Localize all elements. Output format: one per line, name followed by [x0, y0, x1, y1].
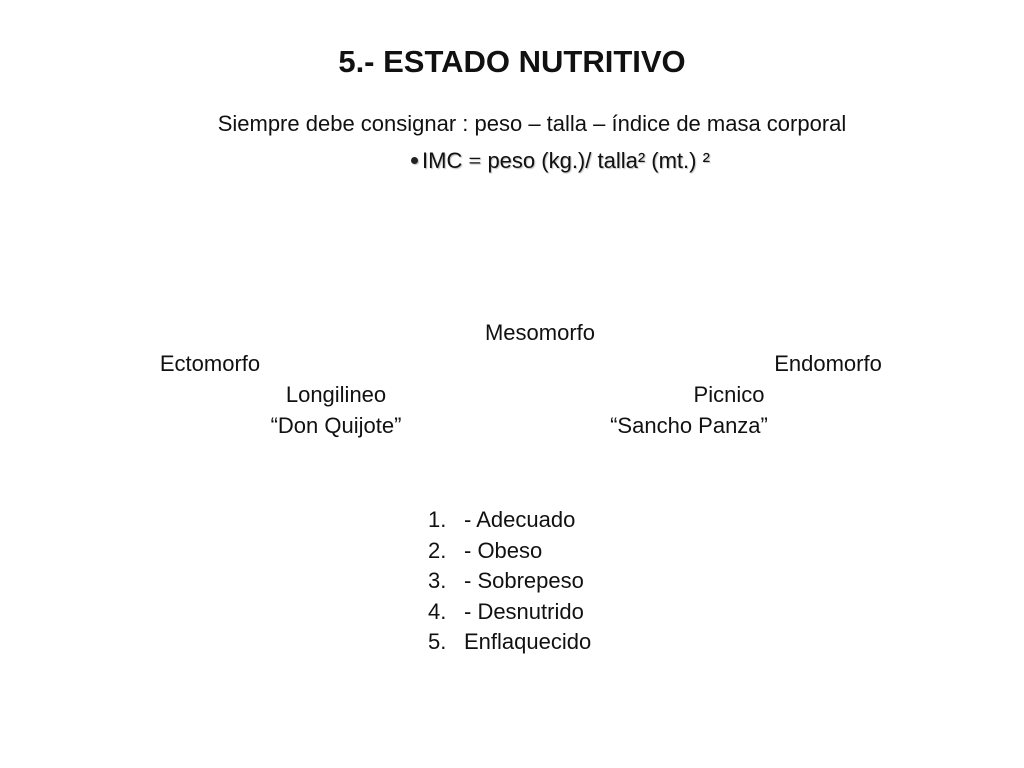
nutrition-status-list	[428, 505, 591, 658]
list-item-text: - Adecuado	[464, 507, 576, 532]
subtitle: Siempre debe consignar : peso – talla – índice de masa corporal	[217, 111, 847, 136]
list-item-text: - Desnutrido	[464, 598, 584, 624]
formula-equals: =	[468, 150, 482, 171]
list-item-number: 1.	[428, 507, 447, 532]
list-item	[428, 505, 591, 536]
imc-formula	[411, 150, 710, 172]
list-item-text: - Sobrepeso	[464, 568, 584, 593]
picnico-label: Picnico	[693, 382, 765, 407]
slide-title: 5.- ESTADO NUTRITIVO	[338, 44, 686, 79]
sancho-panza-label: “Sancho Panza”	[610, 413, 768, 438]
ectomorfo-label: Ectomorfo	[159, 351, 261, 376]
list-item-number: 5.	[428, 629, 447, 654]
list-item-number: 3.	[428, 568, 447, 593]
list-item	[428, 597, 591, 628]
list-item	[428, 566, 591, 597]
endomorfo-label: Endomorfo	[774, 351, 882, 376]
list-item	[428, 627, 591, 658]
mesomorfo-label: Mesomorfo	[484, 320, 596, 345]
list-item	[428, 536, 591, 567]
don-quijote-label: “Don Quijote”	[270, 413, 402, 438]
longilineo-label: Longilineo	[285, 382, 387, 407]
formula-label: IMC	[422, 148, 463, 173]
formula-expression: peso (kg.)/ talla² (mt.) ²	[487, 148, 710, 173]
list-item-number: 2.	[428, 537, 447, 563]
list-item-text: Enflaquecido	[464, 629, 592, 654]
list-item-text: - Obeso	[464, 537, 543, 563]
list-item-number: 4.	[428, 598, 447, 624]
bullet-icon	[411, 157, 418, 164]
